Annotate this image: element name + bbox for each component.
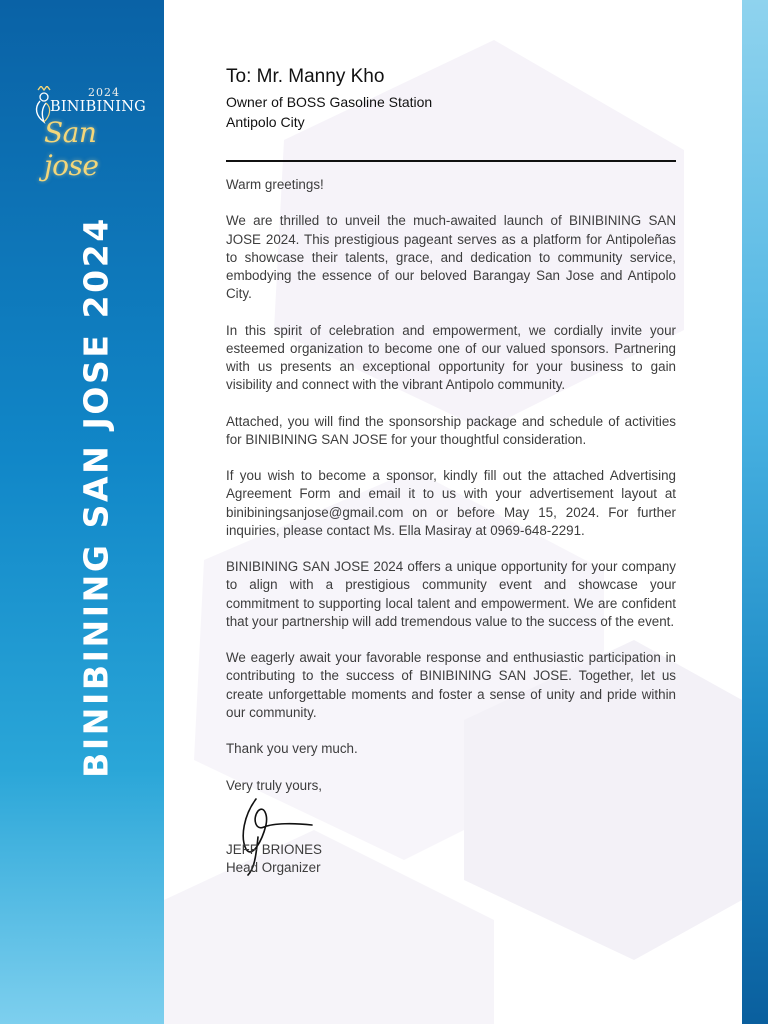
signatory-title: Head Organizer: [226, 859, 321, 875]
logo-script: San jose: [44, 116, 99, 182]
logo-year: 2024: [88, 86, 120, 99]
recipient-title: Owner of BOSS Gasoline Station: [226, 94, 433, 110]
closing-line: Very truly yours,: [226, 777, 322, 793]
vertical-title: BINIBINING SAN JOSE 2024: [76, 216, 116, 778]
paragraph-5: BINIBINING SAN JOSE 2024 offers a unique opportunity for your company to align with a prestigious community event and showcase your commitment to supporting local talent and empowerment. We are confident that your partnership will add tremendous value to the success of the event.: [226, 559, 676, 629]
recipient-line: To: Mr. Manny Kho: [226, 66, 385, 87]
pageant-logo: [28, 82, 158, 182]
signature-block: [226, 841, 676, 877]
paragraph-2: In this spirit of celebration and empowerment, we cordially invite your esteemed organization to become one of our valued sponsors. Partnering with us presents an exceptional opportunity for your business to gain visibility and connect with the vibrant Antipolo community.: [226, 322, 676, 393]
letter-content: [226, 62, 676, 877]
paragraph-1: We are thrilled to unveil the much-awaited launch of BINIBINING SAN JOSE 2024. This prestigious pageant serves as a platform for Antipoleñas to showcase their talents, grace, and dedication to community service, embodying the essence of our beloved Barangay San Jose and Antipolo City.: [226, 213, 676, 302]
thanks-line: Thank you very much.: [226, 741, 358, 757]
letter-body: [226, 176, 676, 795]
right-blue-band: [742, 0, 768, 1024]
logo-brand: BINIBINING: [50, 99, 146, 115]
greeting: Warm greetings!: [226, 177, 324, 192]
paragraph-3: Attached, you will find the sponsorship package and schedule of activities for BINIBINING SAN JOSE for your thoughtful consideration.: [226, 413, 676, 447]
signatory-name: JEFF BRIONES: [226, 841, 322, 857]
recipient-city: Antipolo City: [226, 114, 305, 130]
paragraph-4: If you wish to become a sponsor, kindly fill out the attached Advertising Agreement Form and email it to us with your advertisement layout at binibiningsanjose@gmail.com on or before May 15, 2024. For further inquiries, please contact Ms. Ella Masiray at 0969-648-2291.: [226, 468, 676, 538]
paragraph-6: We eagerly await your favorable response and enthusiastic participation in contributing to the success of BINIBINING SAN JOSE. Together, let us create unforgettable moments and foster a sense of unity and pride within our community.: [226, 650, 676, 720]
header-divider: [226, 160, 676, 162]
left-blue-band: [0, 0, 164, 1024]
